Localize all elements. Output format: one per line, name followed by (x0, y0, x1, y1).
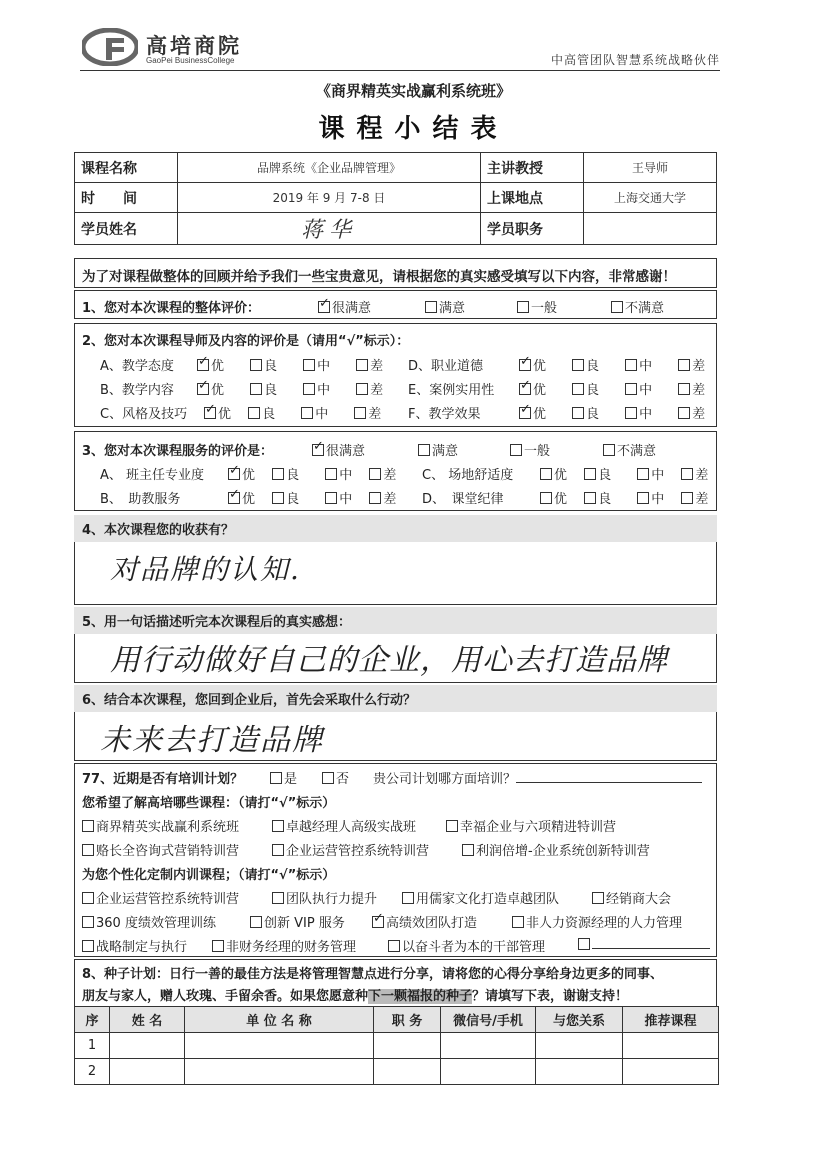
course-cell[interactable] (623, 1033, 719, 1059)
checkbox-icon[interactable] (197, 383, 209, 395)
checkbox-icon[interactable] (540, 492, 552, 504)
checkbox-icon[interactable] (204, 407, 216, 419)
place-value[interactable]: 上海交通大学 (584, 183, 717, 213)
custom-option-12[interactable] (578, 936, 710, 953)
q1-option-unsatisfied[interactable]: 不满意 (611, 297, 664, 316)
checkbox-icon[interactable] (678, 383, 690, 395)
checkbox-icon[interactable] (272, 820, 284, 832)
course-subtitle: 《商界精英实战赢利系统班》 (315, 82, 511, 100)
contact-cell[interactable] (441, 1059, 536, 1085)
q3-item-d: D、 课堂纪律 (422, 492, 504, 507)
checkbox-icon[interactable] (212, 940, 224, 952)
course-cell[interactable] (623, 1059, 719, 1085)
checkbox-icon[interactable] (637, 492, 649, 504)
q1-label: 1、您对本次课程的整体评价： (82, 301, 261, 316)
custom-option-8[interactable]: 非人力资源经理的人力管理 (512, 912, 682, 931)
q2-b-grades[interactable]: ✓优 良 中 差 (197, 379, 383, 398)
checkbox-icon[interactable] (388, 940, 400, 952)
table-row (75, 1059, 719, 1085)
checkbox-icon[interactable] (250, 383, 262, 395)
q7-label: 77、近期是否有培训计划？ (82, 772, 244, 787)
custom-option-9[interactable]: 战略制定与执行 (82, 936, 187, 955)
q3-b-grades[interactable]: ✓优 良 中 差 (228, 488, 396, 507)
position-cell[interactable] (374, 1059, 441, 1085)
checkbox-icon[interactable] (303, 383, 315, 395)
q3-a-grades[interactable]: ✓优 良 中 差 (228, 464, 396, 483)
q2-f-grades[interactable]: ✓优 良 中 差 (519, 403, 705, 422)
checkbox-icon[interactable] (584, 468, 596, 480)
student-label: 学员姓名 (75, 213, 178, 245)
checkbox-icon[interactable] (572, 359, 584, 371)
brand-name: 高培商院 (146, 33, 242, 58)
q2-a-grades[interactable]: ✓优 良 中 差 (197, 355, 383, 374)
q7-courses-label: 您希望了解高培哪些课程：（请打“√”标示） (82, 796, 336, 811)
checkbox-icon[interactable] (678, 359, 690, 371)
q3-option-unsatisfied[interactable]: 不满意 (603, 440, 656, 459)
company-cell[interactable] (185, 1033, 374, 1059)
checkbox-icon[interactable] (82, 892, 94, 904)
checkbox-icon[interactable] (681, 468, 693, 480)
checkbox-icon[interactable] (272, 892, 284, 904)
checkbox-icon[interactable] (272, 468, 284, 480)
col-header-index: 序 (75, 1007, 110, 1033)
course-option-4[interactable]: 赂长全咨询式营销特训营 (82, 840, 239, 859)
header-divider (80, 70, 720, 71)
checkbox-icon[interactable] (372, 916, 384, 928)
checkbox-icon[interactable] (82, 940, 94, 952)
checkbox-icon[interactable] (625, 407, 637, 419)
checkbox-icon[interactable] (603, 444, 615, 456)
checkbox-icon[interactable] (611, 301, 623, 313)
checkbox-icon[interactable] (519, 359, 531, 371)
q7-no-option[interactable]: 否 (322, 768, 349, 787)
q3-option-satisfied[interactable]: 满意 (418, 440, 458, 459)
q1-option-average[interactable]: 一般 (517, 297, 557, 316)
checkbox-icon[interactable] (312, 444, 324, 456)
checkbox-icon[interactable] (462, 844, 474, 856)
q6-label: 6、结合本次课程，您回到企业后，首先会采取什么行动？ (74, 685, 717, 712)
checkbox-icon[interactable] (356, 383, 368, 395)
checkbox-icon[interactable] (637, 468, 649, 480)
q8-text-line-1: 8、种子计划：日行一善的最佳方法是将管理智慧点进行分享，请将您的心得分享给身边更多的同事、 (82, 967, 664, 982)
checkbox-icon[interactable] (402, 892, 414, 904)
checkbox-icon[interactable] (369, 468, 381, 480)
q2-item-c: C、风格及技巧 (100, 407, 188, 422)
q4-answer[interactable]: 对品牌的认知. (110, 553, 301, 586)
time-value[interactable]: 2019 年 9 月 7-8 日 (178, 183, 481, 213)
intro-text: 为了对课程做整体的回顾并给予我们一些宝贵意见，请根据您的真实感受填写以下内容，非常感谢！ (82, 269, 676, 285)
name-cell[interactable] (110, 1033, 185, 1059)
checkbox-icon[interactable] (272, 492, 284, 504)
q2-d-grades[interactable]: ✓优 良 中 差 (519, 355, 705, 374)
q2-item-a: A、教学态度 (100, 359, 174, 374)
col-header-name: 姓 名 (110, 1007, 185, 1033)
course-option-3[interactable]: 幸福企业与六项精进特训营 (446, 816, 616, 835)
q4-label: 4、本次课程您的收获有？ (74, 515, 717, 542)
custom-option-6[interactable]: 创新 VIP 服务 (250, 912, 345, 931)
checkbox-icon[interactable] (578, 938, 590, 950)
course-label: 课程名称 (75, 153, 178, 183)
course-option-1[interactable]: 商界精英实战赢利系统班 (82, 816, 239, 835)
place-label: 上课地点 (481, 183, 584, 213)
checkbox-icon[interactable] (250, 916, 262, 928)
q3-label: 3、您对本次课程服务的评价是： (82, 444, 274, 459)
position-value[interactable] (584, 213, 717, 245)
contact-cell[interactable] (441, 1033, 536, 1059)
q2-e-grades[interactable]: ✓优 良 中 差 (519, 379, 705, 398)
checkbox-icon[interactable] (82, 916, 94, 928)
checkbox-icon[interactable] (540, 468, 552, 480)
custom-option-11[interactable]: 以奋斗者为本的干部管理 (388, 936, 545, 955)
custom-option-7[interactable]: ✓ 高绩效团队打造 (372, 912, 477, 931)
q2-item-f: F、教学效果 (408, 407, 481, 422)
instructor-label: 主讲教授 (481, 153, 584, 183)
checkbox-icon[interactable] (584, 492, 596, 504)
checkbox-icon[interactable] (625, 383, 637, 395)
checkbox-icon[interactable] (519, 407, 531, 419)
checkbox-icon[interactable] (512, 916, 524, 928)
gaopei-logo-icon (82, 28, 138, 66)
checkbox-icon[interactable] (228, 492, 240, 504)
row-index: 2 (75, 1059, 110, 1085)
checkbox-icon[interactable] (318, 301, 330, 313)
table-row (75, 1033, 719, 1059)
col-header-company: 单 位 名 称 (185, 1007, 374, 1033)
q3-item-c: C、 场地舒适度 (422, 468, 514, 483)
checkbox-icon[interactable] (625, 359, 637, 371)
checkbox-icon[interactable] (248, 407, 260, 419)
q1-option-satisfied[interactable]: 满意 (425, 297, 465, 316)
q3-item-a: A、 班主任专业度 (100, 468, 205, 483)
checkbox-icon[interactable] (325, 492, 337, 504)
checkbox-icon[interactable] (418, 444, 430, 456)
q2-item-e: E、案例实用性 (408, 383, 495, 398)
q7-which-field[interactable]: 贵公司计划哪方面培训？ (373, 768, 702, 787)
checkbox-icon[interactable] (592, 892, 604, 904)
custom-option-4[interactable]: 经销商大会 (592, 888, 671, 907)
q3-c-grades[interactable]: 优 良 中 差 (540, 464, 708, 483)
checkbox-icon[interactable] (82, 820, 94, 832)
custom-option-10[interactable]: 非财务经理的财务管理 (212, 936, 356, 955)
position-cell[interactable] (374, 1033, 441, 1059)
custom-option-3[interactable]: 用儒家文化打造卓越团队 (402, 888, 559, 907)
q8-text-line-2: 朋友与家人，赠人玫瑰、手留余香。如果您愿意种下一颗福报的种子？请填写下表，谢谢支持！ (82, 989, 629, 1004)
checkbox-icon[interactable] (369, 492, 381, 504)
checkbox-icon[interactable] (354, 407, 366, 419)
q7-yes-option[interactable]: 是 (270, 768, 297, 787)
q7-custom-label: 为您个性化定制内训课程；（请打“√”标示） (82, 868, 336, 883)
course-option-2[interactable]: 卓越经理人高级实战班 (272, 816, 416, 835)
q1-option-very-satisfied[interactable]: ✓ 很满意 (318, 297, 371, 316)
checkbox-icon[interactable] (572, 407, 584, 419)
checkbox-icon[interactable] (425, 301, 437, 313)
relation-cell[interactable] (536, 1033, 623, 1059)
checkbox-icon[interactable] (519, 383, 531, 395)
checkbox-icon[interactable] (303, 359, 315, 371)
checkbox-icon[interactable] (272, 844, 284, 856)
checkbox-icon[interactable] (572, 383, 584, 395)
checkbox-icon[interactable] (681, 492, 693, 504)
custom-option-2[interactable]: 团队执行力提升 (272, 888, 377, 907)
q2-label: 2、您对本次课程导师及内容的评价是（请用“√”标示）： (82, 334, 410, 349)
custom-option-5[interactable]: 360 度绩效管理训练 (82, 912, 216, 931)
q2-item-b: B、教学内容 (100, 383, 174, 398)
checkbox-icon[interactable] (446, 820, 458, 832)
checkbox-icon[interactable] (301, 407, 313, 419)
company-cell[interactable] (185, 1059, 374, 1085)
q3-option-very-satisfied[interactable]: ✓ 很满意 (312, 440, 365, 459)
course-info-table (74, 152, 717, 245)
brand-tagline: 中高管团队智慧系统战略伙伴 (550, 53, 720, 67)
instructor-value[interactable]: 王导师 (584, 153, 717, 183)
q2-item-d: D、职业道德 (408, 359, 484, 374)
q2-c-grades[interactable]: ✓优 良 中 差 (204, 403, 381, 422)
q6-answer[interactable]: 未来去打造品牌 (100, 723, 324, 758)
checkbox-icon[interactable] (678, 407, 690, 419)
checkbox-icon[interactable] (228, 468, 240, 480)
q3-d-grades[interactable]: 优 良 中 差 (540, 488, 708, 507)
q5-answer[interactable]: 用行动做好自己的企业，用心去打造品牌 (110, 643, 668, 678)
checkbox-icon[interactable] (82, 844, 94, 856)
course-option-6[interactable]: 利润倍增-企业系统创新特训营 (462, 840, 650, 859)
seed-plan-table (74, 1006, 719, 1085)
student-signature[interactable]: 蒋华 (178, 213, 481, 245)
position-label: 学员职务 (481, 213, 584, 245)
checkbox-icon[interactable] (356, 359, 368, 371)
checkbox-icon[interactable] (517, 301, 529, 313)
brand-name-english: GaoPei BusinessCollege (146, 56, 235, 65)
q3-option-average[interactable]: 一般 (510, 440, 550, 459)
checkbox-icon[interactable] (325, 468, 337, 480)
checkbox-icon[interactable] (322, 772, 334, 784)
course-value[interactable]: 品牌系统《企业品牌管理》 (178, 153, 481, 183)
col-header-position: 职 务 (374, 1007, 441, 1033)
custom-option-1[interactable]: 企业运营管控系统特训营 (82, 888, 239, 907)
relation-cell[interactable] (536, 1059, 623, 1085)
name-cell[interactable] (110, 1059, 185, 1085)
course-option-5[interactable]: 企业运营管控系统特训营 (272, 840, 429, 859)
col-header-course: 推荐课程 (623, 1007, 719, 1033)
col-header-contact: 微信号/手机 (441, 1007, 536, 1033)
checkbox-icon[interactable] (250, 359, 262, 371)
table-header-row (75, 1007, 719, 1033)
page-title: 课程小结表 (318, 114, 509, 144)
q3-item-b: B、 助教服务 (100, 492, 181, 507)
checkbox-icon[interactable] (270, 772, 282, 784)
checkbox-icon[interactable] (510, 444, 522, 456)
checkbox-icon[interactable] (197, 359, 209, 371)
q5-label: 5、用一句话描述听完本次课程后的真实感想： (74, 607, 717, 634)
time-label: 时 间 (75, 183, 178, 213)
col-header-relation: 与您关系 (536, 1007, 623, 1033)
row-index: 1 (75, 1033, 110, 1059)
